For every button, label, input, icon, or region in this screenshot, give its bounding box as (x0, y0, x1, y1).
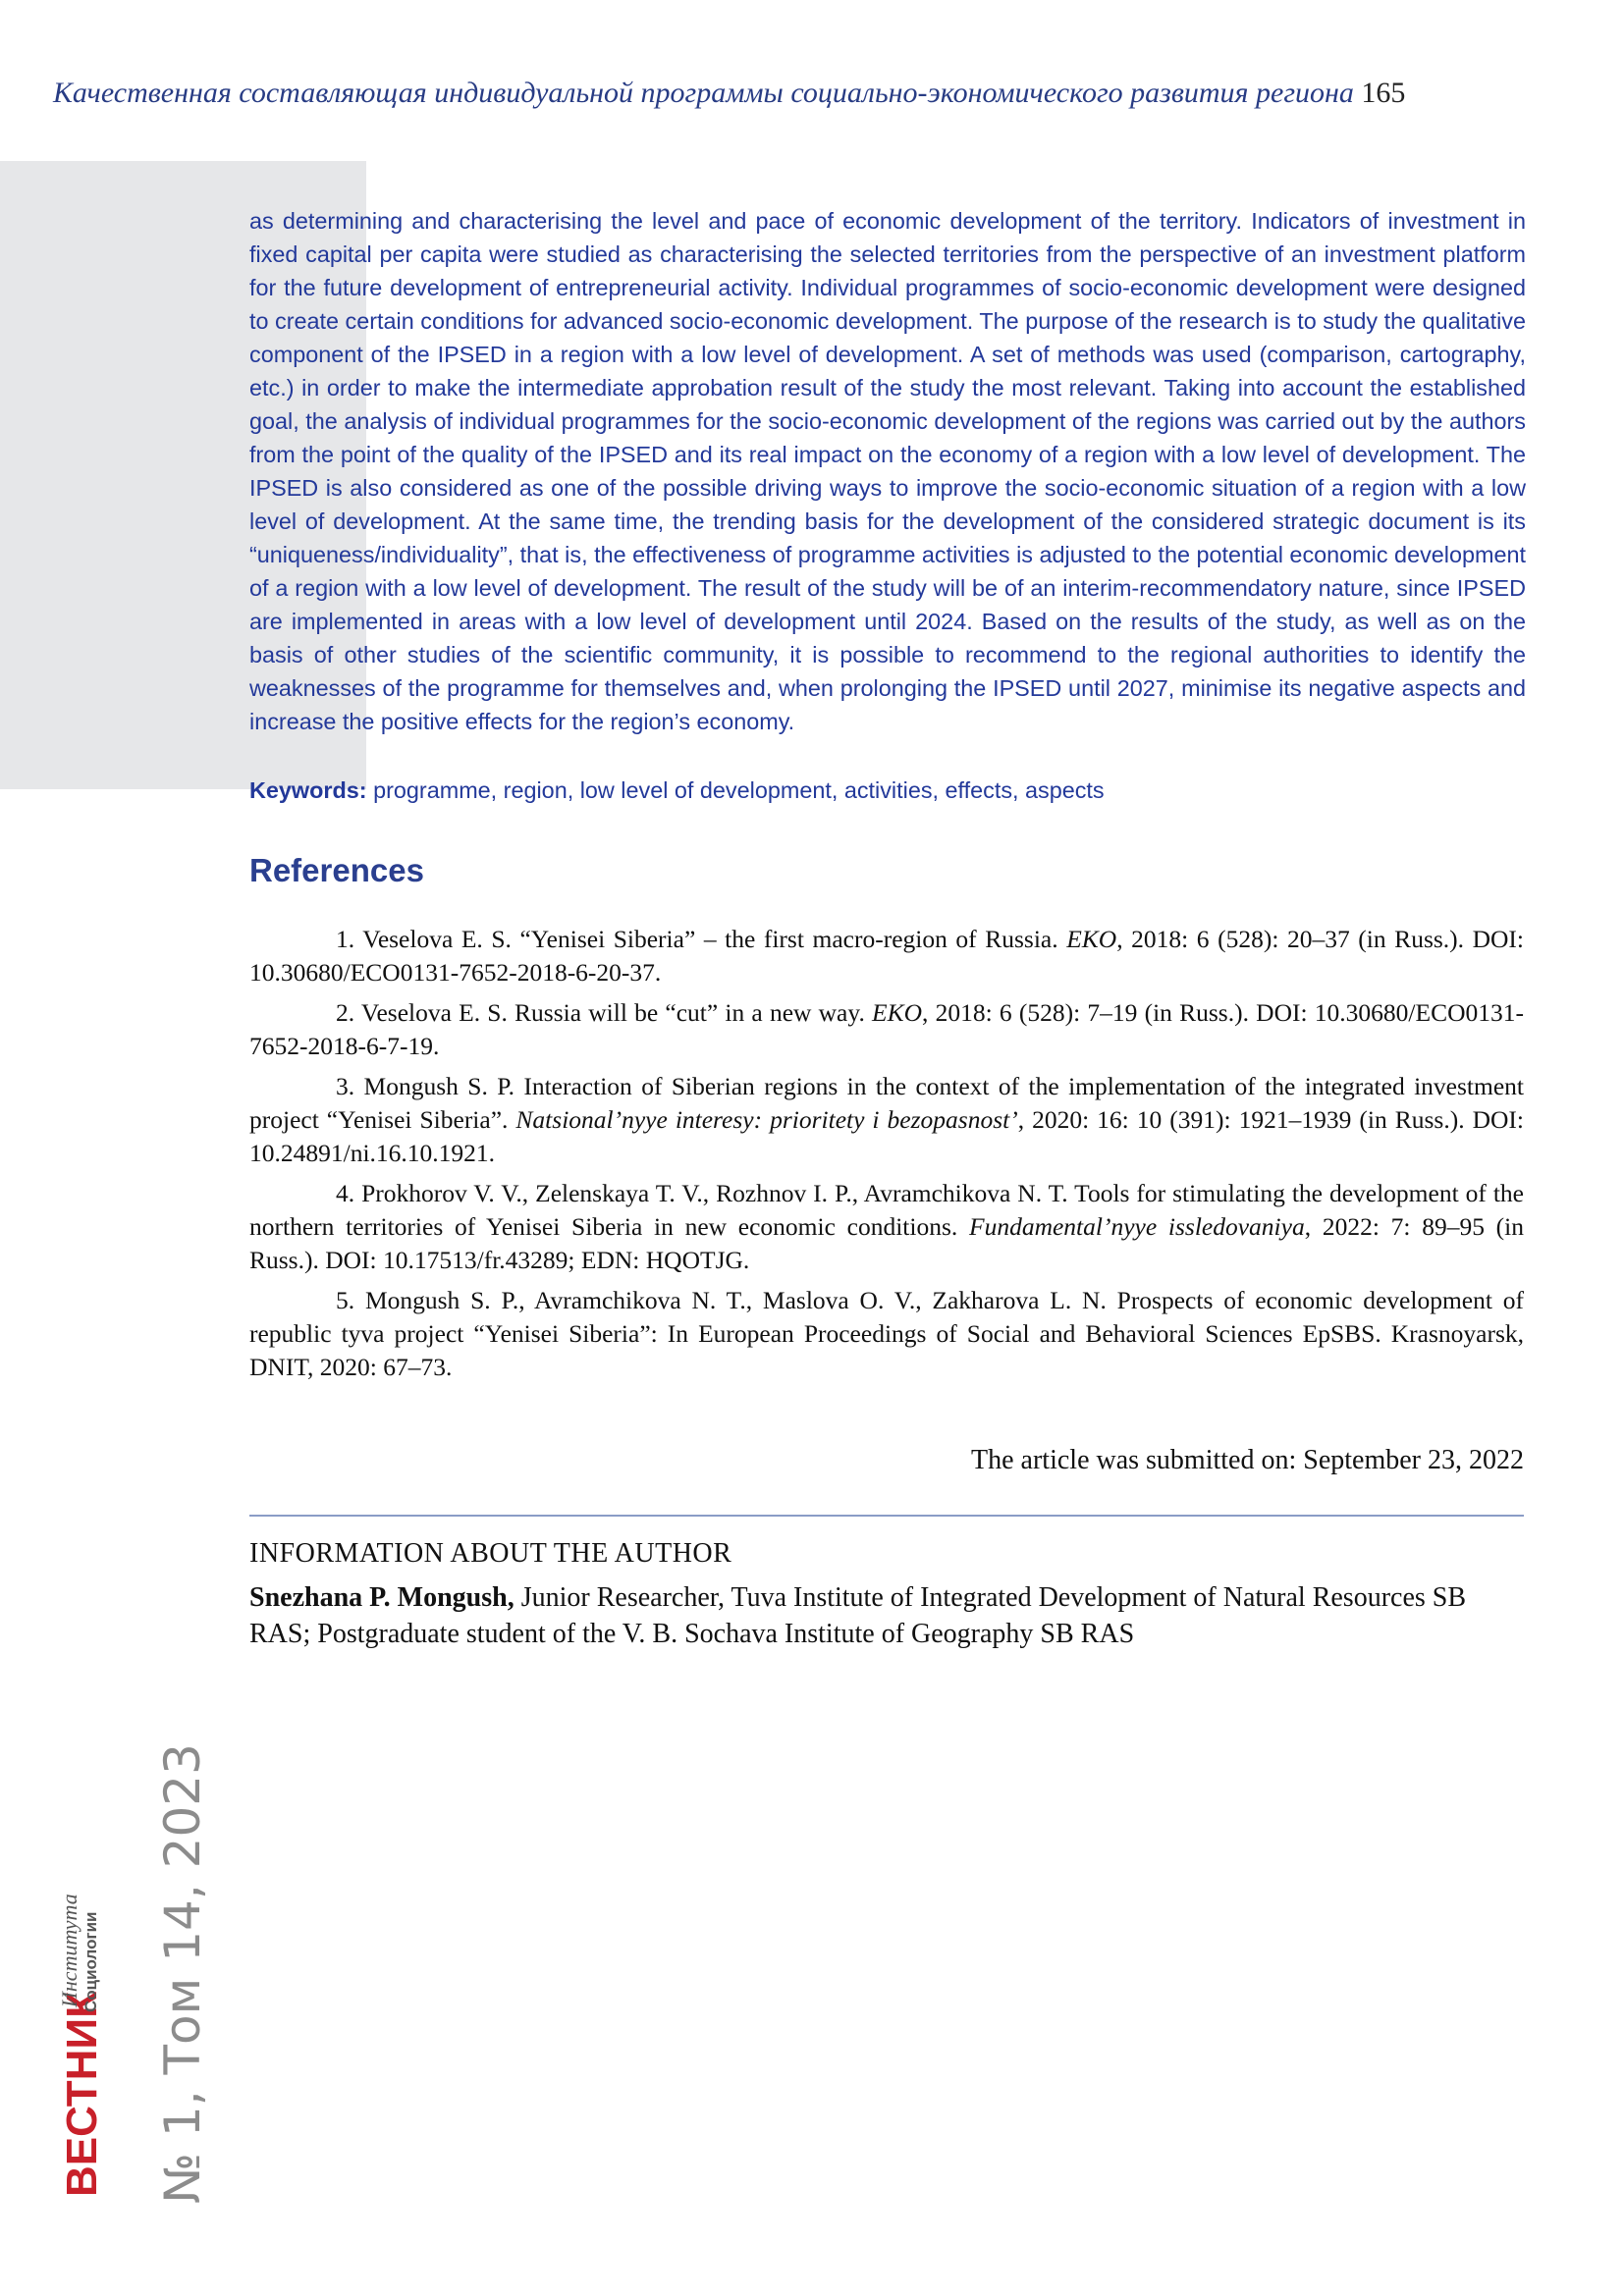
keywords-list: programme, region, low level of development, activities, effects, aspects (373, 777, 1105, 803)
keywords (249, 777, 1526, 804)
section-divider (249, 1515, 1524, 1517)
logo-sub-text: Социологии (81, 1911, 100, 2012)
reference-journal: Fundamental’nyye issledovaniya (969, 1212, 1305, 1241)
reference-details: , 2018: 6 (528): 20–37 (in Russ.). DOI: 10.30680/ECO0131-7652-2018-6-20-37. (249, 925, 1525, 987)
reference-text: 2. Veselova E. S. Russia will be “cut” in a new way. (336, 998, 873, 1027)
reference-item (249, 1284, 1524, 1384)
journal-logo (55, 1855, 116, 2199)
author-details: Junior Researcher, Tuva Institute of Integrated Development of Natural Resources SB RAS; Postgraduate student of the V. B. Sochava Institute of Geography SB RAS (249, 1582, 1467, 1649)
reference-details: , 2018: 6 (528): 7–19 (in Russ.). DOI: 10.30680/ECO0131-7652-2018-6-7-19. (249, 998, 1524, 1060)
reference-details: , 2022: 7: 89–95 (in Russ.). DOI: 10.17513/fr.43289; EDN: HQOTJG. (249, 1212, 1525, 1274)
reference-journal: EKO (872, 998, 923, 1027)
reference-item (249, 1177, 1524, 1277)
abstract-text: as determining and characterising the level and pace of economic development of the territory. Indicators of investment in fixed capital per capita were studied as characterising the selected territories from the perspective of an investment platform for the future development of entrepreneurial activity. Individual programmes of socio-economic development were designed to create certain conditions for advanced socio-economic development. The purpose of the research is to study the qualitative component of the IPSED in a region with a low level of development. A set of methods was used (comparison, cartography, etc.) in order to make the intermediate approbation result of the study the most relevant. Taking into account the established goal, the analysis of individual programmes for the socio-economic development of the regions was carried out by the authors from the point of the quality of the IPSED and its real impact on the economy of a region with a low level of development. The IPSED is also considered as one of the possible driving ways to improve the socio-economic situation of a region with a low level of development. At the same time, the trending basis for the development of the considered strategic document is its “uniqueness/individuality”, that is, the effectiveness of programme activities is adjusted to the potential economic development of a region with a low level of development. The result of the study will be of an interim-recommendatory nature, since IPSED are implemented in areas with a low level of development until 2024. Based on the results of the study, as well as on the basis of other studies of the scientific community, it is possible to recommend to the regional authorities to identify the weaknesses of the programme for themselves and, when prolonging the IPSED until 2027, minimise its negative aspects and increase the positive effects for the region’s economy. (249, 208, 1526, 734)
reference-journal: EKO (1066, 925, 1117, 953)
running-header (53, 77, 1526, 110)
running-title: Качественная составляющая индивидуальной программы социально-экономического развития региона (53, 77, 1354, 109)
author-name: Snezhana P. Mongush, (249, 1582, 514, 1613)
reference-text: 4. Prokhorov V. V., Zelenskaya T. V., Rozhnov I. P., Avramchikova N. T. Tools for stimulating the development of the northern territories of Yenisei Siberia in new economic conditions. (249, 1179, 1524, 1241)
author-info-heading: INFORMATION ABOUT THE AUTHOR (249, 1538, 732, 1569)
submission-date: The article was submitted on: September 23, 2022 (971, 1445, 1524, 1475)
reference-item (249, 996, 1524, 1063)
logo-script-text: Института (57, 1894, 81, 2007)
reference-item (249, 923, 1524, 989)
author-info (249, 1579, 1496, 1652)
reference-text: 5. Mongush S. P., Avramchikova N. T., Maslova O. V., Zakharova L. N. Prospects of economic development of republic tyva project “Yenisei Siberia”: In European Proceedings of Social and Behavioral Sciences EpSBS. Krasnoyarsk, DNIT, 2020: 67–73. (249, 1286, 1524, 1381)
reference-journal: Natsional’nyye interesy: prioritety i bezopasnost’ (515, 1105, 1018, 1134)
page-number: 165 (1361, 77, 1406, 109)
keywords-label: Keywords: (249, 777, 367, 803)
reference-details: , 2020: 16: 10 (391): 1921–1939 (in Russ.). DOI: 10.24891/ni.16.10.1921. (249, 1105, 1524, 1167)
references-heading: References (249, 852, 424, 888)
reference-item (249, 1070, 1524, 1170)
logo-main-text: ВЕСТНИК (58, 1992, 106, 2197)
reference-text: 1. Veselova E. S. “Yenisei Siberia” – the first macro-region of Russia. (336, 925, 1067, 953)
reference-text: 3. Mongush S. P. Interaction of Siberian regions in the context of the implementation of the integrated investment project “Yenisei Siberia”. (249, 1072, 1524, 1134)
reference-list (249, 923, 1524, 1391)
issue-label: № 1, Том 14, 2023 (154, 1743, 211, 2204)
